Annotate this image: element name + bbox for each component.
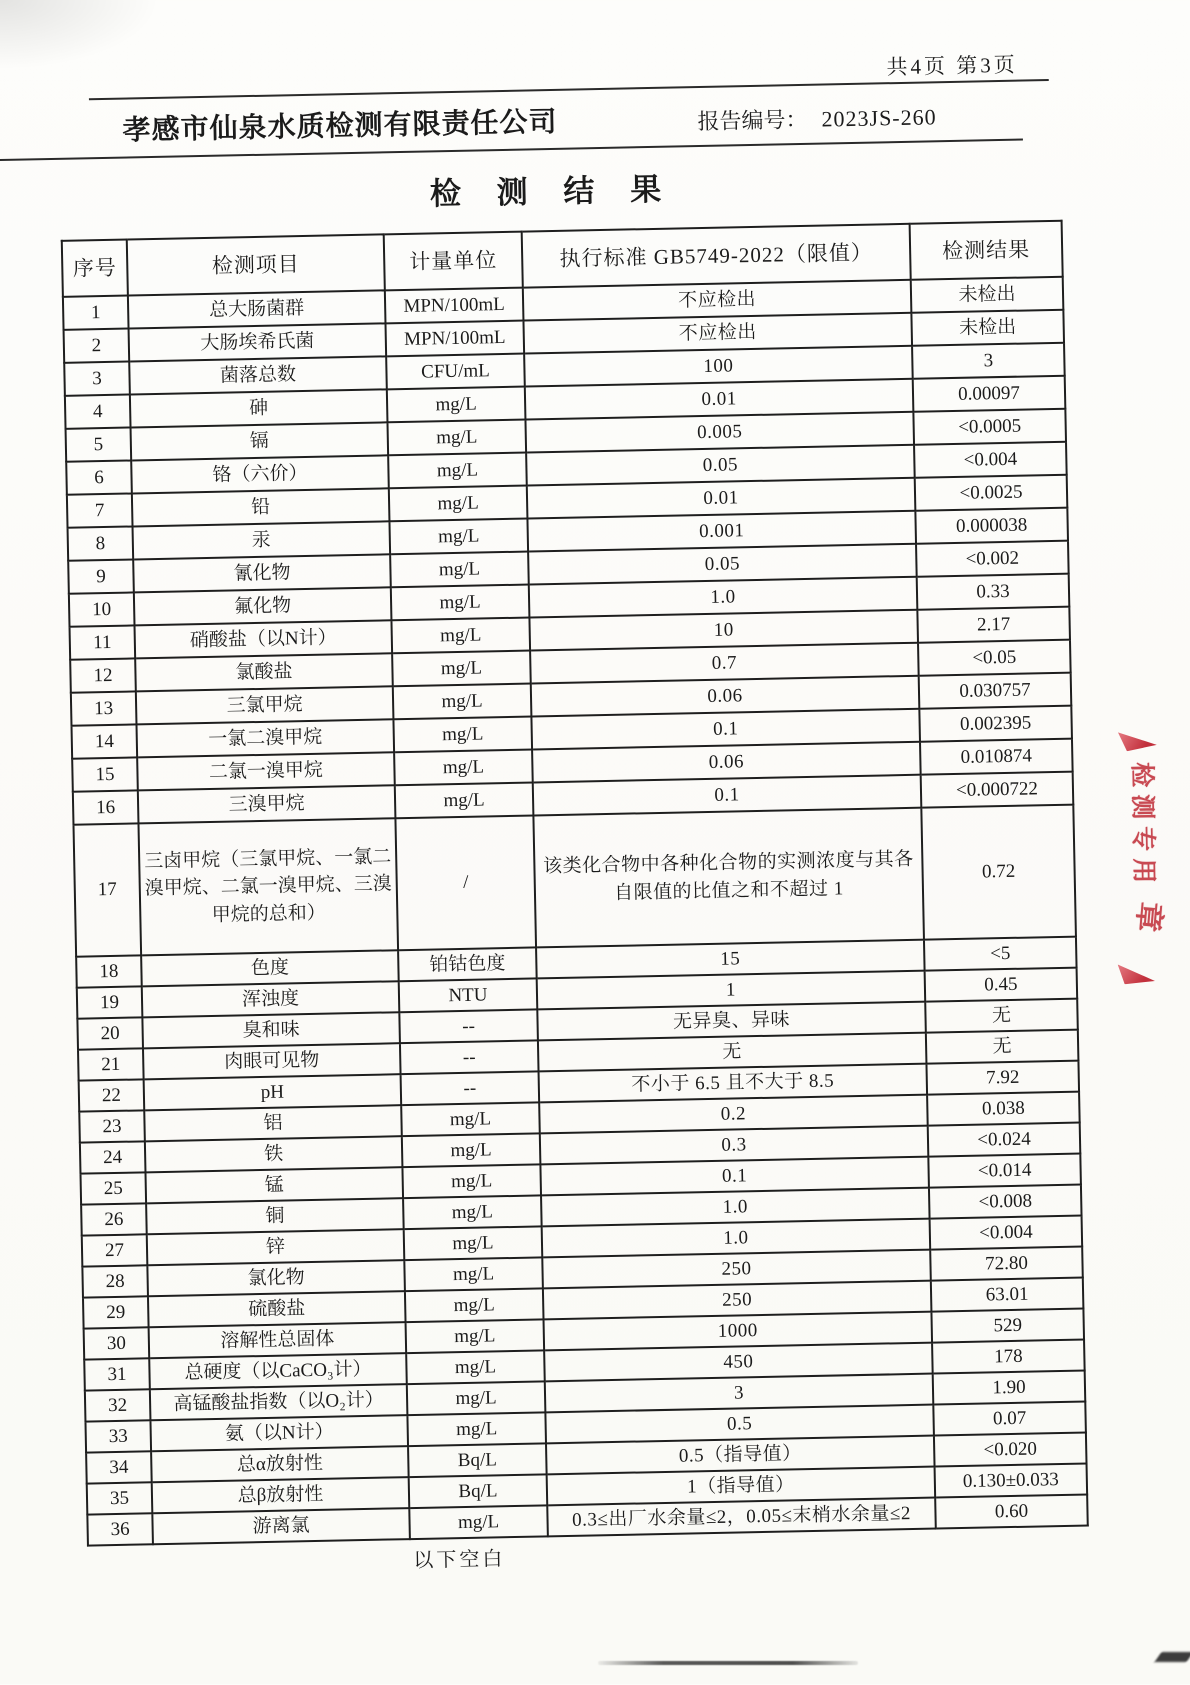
cell-index: 33 [85, 1420, 151, 1452]
page-title: 检 测 结 果 [429, 171, 676, 212]
cell-standard: 0.5 [545, 1405, 934, 1444]
cell-index: 36 [87, 1513, 153, 1545]
cell-index: 30 [84, 1327, 150, 1359]
cell-result: <0.004 [914, 442, 1067, 478]
cell-index: 23 [79, 1110, 145, 1142]
cell-result: <0.024 [928, 1123, 1081, 1157]
cell-item: 色度 [141, 950, 399, 986]
page-number: 共4页 第3页 [886, 52, 1018, 80]
cell-result: <0.0005 [913, 409, 1066, 445]
cell-unit: mg/L [394, 749, 533, 785]
cell-item: 砷 [130, 389, 388, 427]
cell-result: <0.020 [934, 1433, 1087, 1467]
cell-unit: MPN/100mL [385, 321, 524, 357]
cell-result: 1.90 [933, 1371, 1086, 1405]
cell-standard: 0.005 [525, 412, 914, 453]
cell-standard: 无异臭、异味 [537, 1002, 926, 1041]
cell-unit: mg/L [393, 717, 532, 753]
cell-standard: 1 [537, 971, 926, 1010]
cell-result: 0.002395 [919, 706, 1072, 742]
cell-index: 25 [80, 1172, 146, 1204]
cell-index: 17 [73, 823, 141, 956]
cell-unit: mg/L [387, 387, 526, 423]
cell-unit: mg/L [403, 1195, 542, 1229]
cell-index: 31 [84, 1358, 150, 1390]
cell-unit: CFU/mL [386, 354, 525, 390]
cell-item: 三氯甲烷 [136, 686, 394, 724]
cell-unit: mg/L [388, 453, 527, 489]
results-table-body [63, 277, 1088, 1546]
cell-result: <0.014 [928, 1154, 1081, 1188]
cell-standard: 100 [524, 346, 913, 387]
cell-unit: mg/L [392, 651, 531, 687]
cell-result: 0.07 [933, 1402, 1086, 1436]
cell-standard: 无 [538, 1033, 927, 1072]
cell-item: 总硬度（以CaCO₃计） [149, 1353, 407, 1389]
cell-standard: 0.1 [533, 775, 922, 816]
cell-unit: mg/L [402, 1164, 541, 1198]
cell-standard: 1（指导值） [547, 1467, 936, 1506]
report-number-label: 报告编号： [697, 106, 808, 135]
cell-standard: 不应检出 [523, 280, 912, 321]
cell-result: 0.030757 [919, 673, 1072, 709]
cell-unit: mg/L [404, 1226, 543, 1260]
cell-unit: mg/L [401, 1102, 540, 1136]
cell-index: 5 [66, 427, 132, 461]
cell-unit: Bq/L [409, 1474, 548, 1508]
cell-index: 22 [79, 1079, 145, 1111]
cell-index: 28 [82, 1265, 148, 1297]
cell-item: 二氯一溴甲烷 [137, 752, 395, 790]
cell-unit: / [395, 815, 536, 950]
cell-result: 0.00097 [913, 376, 1066, 412]
cell-index: 4 [65, 394, 131, 428]
cell-item: 臭和味 [142, 1012, 400, 1048]
cell-unit: mg/L [393, 684, 532, 720]
cell-standard: 250 [542, 1250, 931, 1289]
cell-item: 高锰酸盐指数（以O₂计） [150, 1384, 408, 1420]
cell-result: <0.002 [916, 541, 1069, 577]
cell-unit: -- [400, 1040, 539, 1074]
cell-index: 14 [72, 724, 138, 758]
cell-item: 铝 [144, 1105, 402, 1141]
cell-result: 0.60 [935, 1495, 1088, 1529]
cell-item: 一氯二溴甲烷 [136, 719, 394, 757]
cell-index: 11 [70, 625, 136, 659]
cell-item: 氯化物 [147, 1260, 405, 1296]
cell-unit: mg/L [405, 1288, 544, 1322]
cell-unit: mg/L [407, 1381, 546, 1415]
cell-unit: mg/L [406, 1319, 545, 1353]
cell-standard: 0.1 [531, 709, 920, 750]
cell-standard: 1.0 [529, 577, 918, 618]
cell-index: 15 [72, 757, 138, 791]
cell-item: 三卤甲烷（三氯甲烷、一氯二溴甲烷、二氯一溴甲烷、三溴甲烷的总和） [138, 818, 398, 955]
cell-item: 总大肠菌群 [128, 290, 386, 328]
cell-result: 0.45 [925, 968, 1078, 1002]
cell-standard: 0.001 [527, 511, 916, 552]
below-blank-note: 以下空白 [413, 1548, 506, 1573]
header-cell-item: 检测项目 [127, 234, 385, 295]
cell-item: 汞 [133, 521, 391, 559]
cell-result: 无 [926, 1030, 1079, 1064]
cell-item: pH [144, 1074, 402, 1110]
cell-standard: 0.1 [540, 1157, 929, 1196]
cell-item: 硫酸盐 [148, 1291, 406, 1327]
report-number [697, 100, 937, 136]
header-divider-top [89, 79, 1049, 100]
cell-result: <0.000722 [921, 772, 1074, 808]
cell-index: 3 [64, 362, 130, 396]
cell-index: 32 [85, 1389, 151, 1421]
report-number-value: 2023JS-260 [821, 104, 937, 132]
cell-standard: 0.05 [526, 445, 915, 486]
cell-standard: 0.06 [532, 742, 921, 783]
cell-result: 未检出 [911, 310, 1064, 346]
cell-result: 未检出 [911, 277, 1064, 313]
cell-unit: mg/L [389, 486, 528, 522]
cell-standard: 3 [545, 1374, 934, 1413]
cell-result: <0.004 [930, 1216, 1083, 1250]
cell-standard: 0.3≤出厂水余量≤2，0.05≤末梢水余量≤2 [547, 1498, 936, 1537]
cell-standard: 0.01 [527, 478, 916, 519]
cell-result: 3 [912, 343, 1065, 379]
cell-index: 24 [80, 1141, 146, 1173]
cell-index: 8 [68, 526, 134, 560]
cell-result: 63.01 [931, 1278, 1084, 1312]
cell-result: <0.05 [918, 640, 1071, 676]
cell-result: 0.010874 [920, 739, 1073, 775]
cell-item: 锰 [145, 1167, 403, 1203]
cell-index: 2 [64, 329, 130, 363]
cell-standard: 0.05 [528, 544, 917, 585]
cell-standard: 1.0 [541, 1188, 930, 1227]
cell-standard: 不应检出 [523, 313, 912, 354]
cell-result: <5 [924, 937, 1077, 971]
cell-result: 178 [932, 1340, 1085, 1374]
cell-item: 氰化物 [133, 554, 391, 592]
cell-standard: 10 [529, 610, 918, 651]
header-cell-standard: 执行标准 GB5749-2022（限值） [522, 224, 911, 288]
cell-unit: mg/L [391, 618, 530, 654]
cell-result: 0.000038 [915, 508, 1068, 544]
cell-standard: 450 [544, 1343, 933, 1382]
cell-unit: 铂钴色度 [398, 947, 537, 981]
cell-unit: -- [401, 1071, 540, 1105]
cell-standard: 15 [536, 940, 925, 979]
table-row [73, 805, 1075, 957]
cell-item: 溶解性总固体 [149, 1322, 407, 1358]
cell-index: 35 [87, 1482, 153, 1514]
header-cell-index: 序号 [62, 240, 128, 297]
stamp-text: 检测专用 [1127, 762, 1158, 891]
cell-index: 7 [67, 493, 133, 527]
cell-unit: mg/L [406, 1350, 545, 1384]
header-cell-result: 检测结果 [910, 221, 1063, 280]
cell-standard: 0.01 [525, 379, 914, 420]
cell-result: 0.130±0.033 [935, 1464, 1088, 1498]
cell-unit: mg/L [389, 519, 528, 555]
scan-shadow-line [598, 1661, 858, 1665]
cell-standard: 250 [543, 1281, 932, 1320]
cell-index: 9 [68, 559, 134, 593]
cell-item: 铁 [145, 1136, 403, 1172]
cell-item: 三溴甲烷 [138, 785, 396, 823]
cell-result: 0.33 [917, 574, 1070, 610]
company-name: 孝感市仙泉水质检测有限责任公司 [122, 105, 558, 146]
scan-shadow-corner [1154, 1652, 1190, 1662]
cell-item: 氨（以N计） [150, 1415, 408, 1451]
cell-item: 浑浊度 [142, 981, 400, 1017]
cell-standard: 0.3 [540, 1126, 929, 1165]
cell-index: 18 [76, 955, 142, 987]
cell-item: 铜 [146, 1198, 404, 1234]
cell-unit: NTU [399, 978, 538, 1012]
cell-index: 16 [73, 790, 139, 824]
cell-index: 13 [71, 691, 137, 725]
cell-standard: 0.7 [530, 643, 919, 684]
results-table [61, 220, 1089, 1547]
cell-index: 12 [70, 658, 136, 692]
stamp-arrow-bottom-icon [1114, 960, 1158, 990]
stamp-seal-character: 章 [1130, 900, 1166, 934]
cell-standard: 不小于 6.5 且不大于 8.5 [539, 1064, 928, 1103]
cell-unit: mg/L [407, 1412, 546, 1446]
cell-item: 锌 [147, 1229, 405, 1265]
cell-unit: mg/L [395, 782, 534, 818]
cell-item: 铬（六价） [131, 455, 389, 493]
cell-unit: mg/L [409, 1505, 548, 1539]
cell-standard: 0.5（指导值） [546, 1436, 935, 1475]
cell-index: 1 [63, 296, 129, 330]
cell-unit: mg/L [391, 585, 530, 621]
cell-standard: 1.0 [542, 1219, 931, 1258]
cell-standard: 0.06 [531, 676, 920, 717]
cell-index: 20 [77, 1017, 143, 1049]
red-seal-stamp [1103, 730, 1178, 987]
cell-item: 菌落总数 [129, 356, 387, 394]
cell-item: 氟化物 [134, 587, 392, 625]
cell-index: 6 [66, 460, 132, 494]
cell-item: 大肠埃希氏菌 [129, 323, 387, 361]
cell-index: 27 [82, 1234, 148, 1266]
cell-unit: mg/L [404, 1257, 543, 1291]
cell-result: 无 [925, 999, 1078, 1033]
cell-standard: 0.2 [539, 1095, 928, 1134]
cell-unit: MPN/100mL [385, 288, 524, 324]
cell-result: 72.80 [930, 1247, 1083, 1281]
cell-item: 铅 [132, 488, 390, 526]
cell-item: 肉眼可见物 [143, 1043, 401, 1079]
cell-item: 游离氯 [152, 1508, 410, 1544]
cell-index: 34 [86, 1451, 152, 1483]
cell-result: 0.72 [921, 805, 1076, 940]
cell-item: 硝酸盐（以N计） [135, 620, 393, 658]
cell-item: 镉 [131, 422, 389, 460]
cell-result: <0.008 [929, 1185, 1082, 1219]
cell-unit: -- [399, 1009, 538, 1043]
header-cell-unit: 计量单位 [384, 232, 523, 291]
cell-result: 529 [931, 1309, 1084, 1343]
cell-standard: 1000 [544, 1312, 933, 1351]
cell-index: 29 [83, 1296, 149, 1328]
cell-index: 21 [78, 1048, 144, 1080]
cell-index: 19 [77, 986, 143, 1018]
cell-unit: mg/L [387, 420, 526, 456]
cell-standard: 该类化合物中各种化合物的实测浓度与其各自限值的比值之和不超过 1 [533, 808, 924, 948]
cell-unit: Bq/L [408, 1443, 547, 1477]
cell-unit: mg/L [402, 1133, 541, 1167]
cell-item: 总β放射性 [152, 1477, 410, 1513]
cell-unit: mg/L [390, 552, 529, 588]
stamp-arrow-top-icon [1116, 728, 1158, 755]
cell-item: 氯酸盐 [135, 653, 393, 691]
cell-result: <0.0025 [915, 475, 1068, 511]
cell-index: 10 [69, 592, 135, 626]
cell-result: 0.038 [927, 1092, 1080, 1126]
cell-result: 7.92 [926, 1061, 1079, 1095]
cell-item: 总α放射性 [151, 1446, 409, 1482]
cell-index: 26 [81, 1203, 147, 1235]
cell-result: 2.17 [917, 607, 1070, 643]
